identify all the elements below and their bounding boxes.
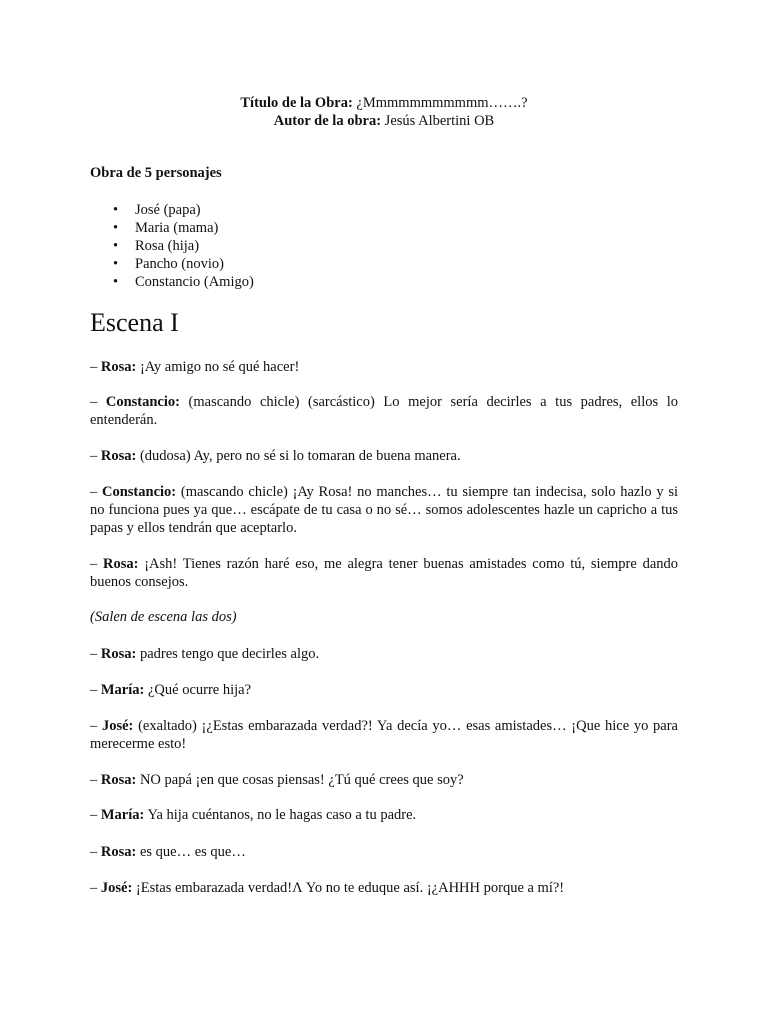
stage-direction: (Salen de escena las dos)	[90, 609, 237, 625]
cast-name: Rosa (hija)	[135, 238, 200, 254]
speaker-name: Rosa:	[100, 772, 137, 788]
play-author-line	[0, 112, 768, 130]
dialogue-text: ¿Qué ocurre hija?	[144, 682, 252, 698]
scene-heading: Escena I	[90, 308, 179, 337]
dialogue-line: – Rosa: NO papá ¡en que cosas piensas! ¿Tú qué crees que soy?	[90, 772, 464, 788]
speaker-name: Rosa:	[100, 646, 137, 662]
speaker-name: María:	[100, 807, 145, 823]
dialogue-line: – José: ¡Estas embarazada verdad!Λ Yo no te eduque así. ¡¿AHHH porque a mí?!	[90, 880, 565, 896]
dialogue-line: – María: ¿Qué ocurre hija?	[90, 682, 252, 698]
dialogue-line: – Constancio: (mascando chicle) ¡Ay Rosa! no manches… tu siempre tan indecisa, solo hazlo y si no funciona pues ya que… escápate de tu casa o no sé… somos adolescentes hazle un capricho a tus papas y ellos tendrán que aceptarlo.	[90, 484, 679, 536]
dialogue-line: – Rosa: es que… es que…	[90, 844, 246, 860]
speaker-name: Rosa:	[100, 844, 137, 860]
speaker-name: María:	[100, 682, 145, 698]
dialogue-line: – Rosa: ¡Ash! Tienes razón haré eso, me alegra tener buenas amistades como tú, siempre dando buenos consejos.	[90, 556, 679, 590]
dialogue-text: (dudosa) Ay, pero no sé si lo tomaran de buena manera.	[136, 448, 461, 464]
cast-list-item	[110, 273, 254, 291]
speaker-name: Rosa:	[100, 448, 137, 464]
dialogue-line: – Rosa: ¡Ay amigo no sé qué hacer!	[90, 359, 300, 375]
cast-list	[110, 201, 254, 291]
dialogue-text: padres tengo que decirles algo.	[136, 646, 320, 662]
cast-name: Pancho (novio)	[135, 256, 224, 272]
speaker-name: Constancio:	[105, 394, 180, 410]
cast-list-item	[110, 237, 254, 255]
dialogue-text: Ya hija cuéntanos, no le hagas caso a tu padre.	[144, 807, 417, 823]
speaker-name: Constancio:	[102, 484, 177, 500]
dialogue-text: ¡Ash! Tienes razón haré eso, me alegra tener buenas amistades como tú, siempre dando buenos consejos.	[90, 556, 679, 590]
cast-list-item	[110, 219, 254, 237]
bullet-icon: •	[113, 202, 119, 218]
bullet-icon: •	[113, 274, 119, 290]
cast-name: Maria (mama)	[135, 220, 219, 236]
dialogue-text: ¡Estas embarazada verdad!Λ Yo no te eduque así. ¡¿AHHH porque a mí?!	[132, 880, 565, 896]
dialogue-text: (mascando chicle) (sarcástico) Lo mejor sería decirles a tus padres, ellos lo entenderán.	[90, 394, 678, 428]
dialogue-line: – Constancio: (mascando chicle) (sarcástico) Lo mejor sería decirles a tus padres, ellos lo entenderán.	[90, 394, 678, 428]
bullet-icon: •	[113, 220, 119, 236]
play-author-value: Jesús Albertini OB	[384, 113, 495, 129]
dialogue-line: – Rosa: padres tengo que decirles algo.	[90, 646, 320, 662]
play-author-label: Autor de la obra:	[273, 113, 382, 129]
dialogue-line: – José: (exaltado) ¡¿Estas embarazada verdad?! Ya decía yo… esas amistades… ¡Que hice yo para merecerme esto!	[90, 718, 678, 752]
speaker-name: Rosa:	[100, 359, 137, 375]
dialogue-text: es que… es que…	[136, 844, 246, 860]
dialogue-line: – Rosa: (dudosa) Ay, pero no sé si lo tomaran de buena manera.	[90, 448, 461, 464]
dialogue-text: (exaltado) ¡¿Estas embarazada verdad?! Ya decía yo… esas amistades… ¡Que hice yo para merecerme esto!	[90, 718, 678, 752]
dialogue-text: NO papá ¡en que cosas piensas! ¿Tú qué crees que soy?	[136, 772, 464, 788]
cast-name: Constancio (Amigo)	[135, 274, 254, 290]
dialogue-text: (mascando chicle) ¡Ay Rosa! no manches… tu siempre tan indecisa, solo hazlo y si no funciona pues ya que… escápate de tu casa o no sé… somos adolescentes hazle un capricho a tus papas y ellos tendrán que aceptarlo.	[90, 484, 679, 536]
play-title-value: ¿Mmmmmmmmmmm…….?	[356, 95, 528, 111]
cast-list-item	[110, 201, 254, 219]
speaker-name: José:	[101, 718, 134, 734]
bullet-icon: •	[113, 238, 119, 254]
cast-name: José (papa)	[135, 202, 201, 218]
dialogue-text: ¡Ay amigo no sé qué hacer!	[136, 359, 300, 375]
play-title-line	[0, 94, 768, 112]
cast-list-item	[110, 255, 254, 273]
dialogue-line: – María: Ya hija cuéntanos, no le hagas caso a tu padre.	[90, 807, 417, 823]
bullet-icon: •	[113, 256, 119, 272]
play-title-label: Título de la Obra:	[240, 95, 353, 111]
cast-heading: Obra de 5 personajes	[90, 165, 222, 181]
speaker-name: Rosa:	[103, 556, 139, 572]
speaker-name: José:	[100, 880, 133, 896]
